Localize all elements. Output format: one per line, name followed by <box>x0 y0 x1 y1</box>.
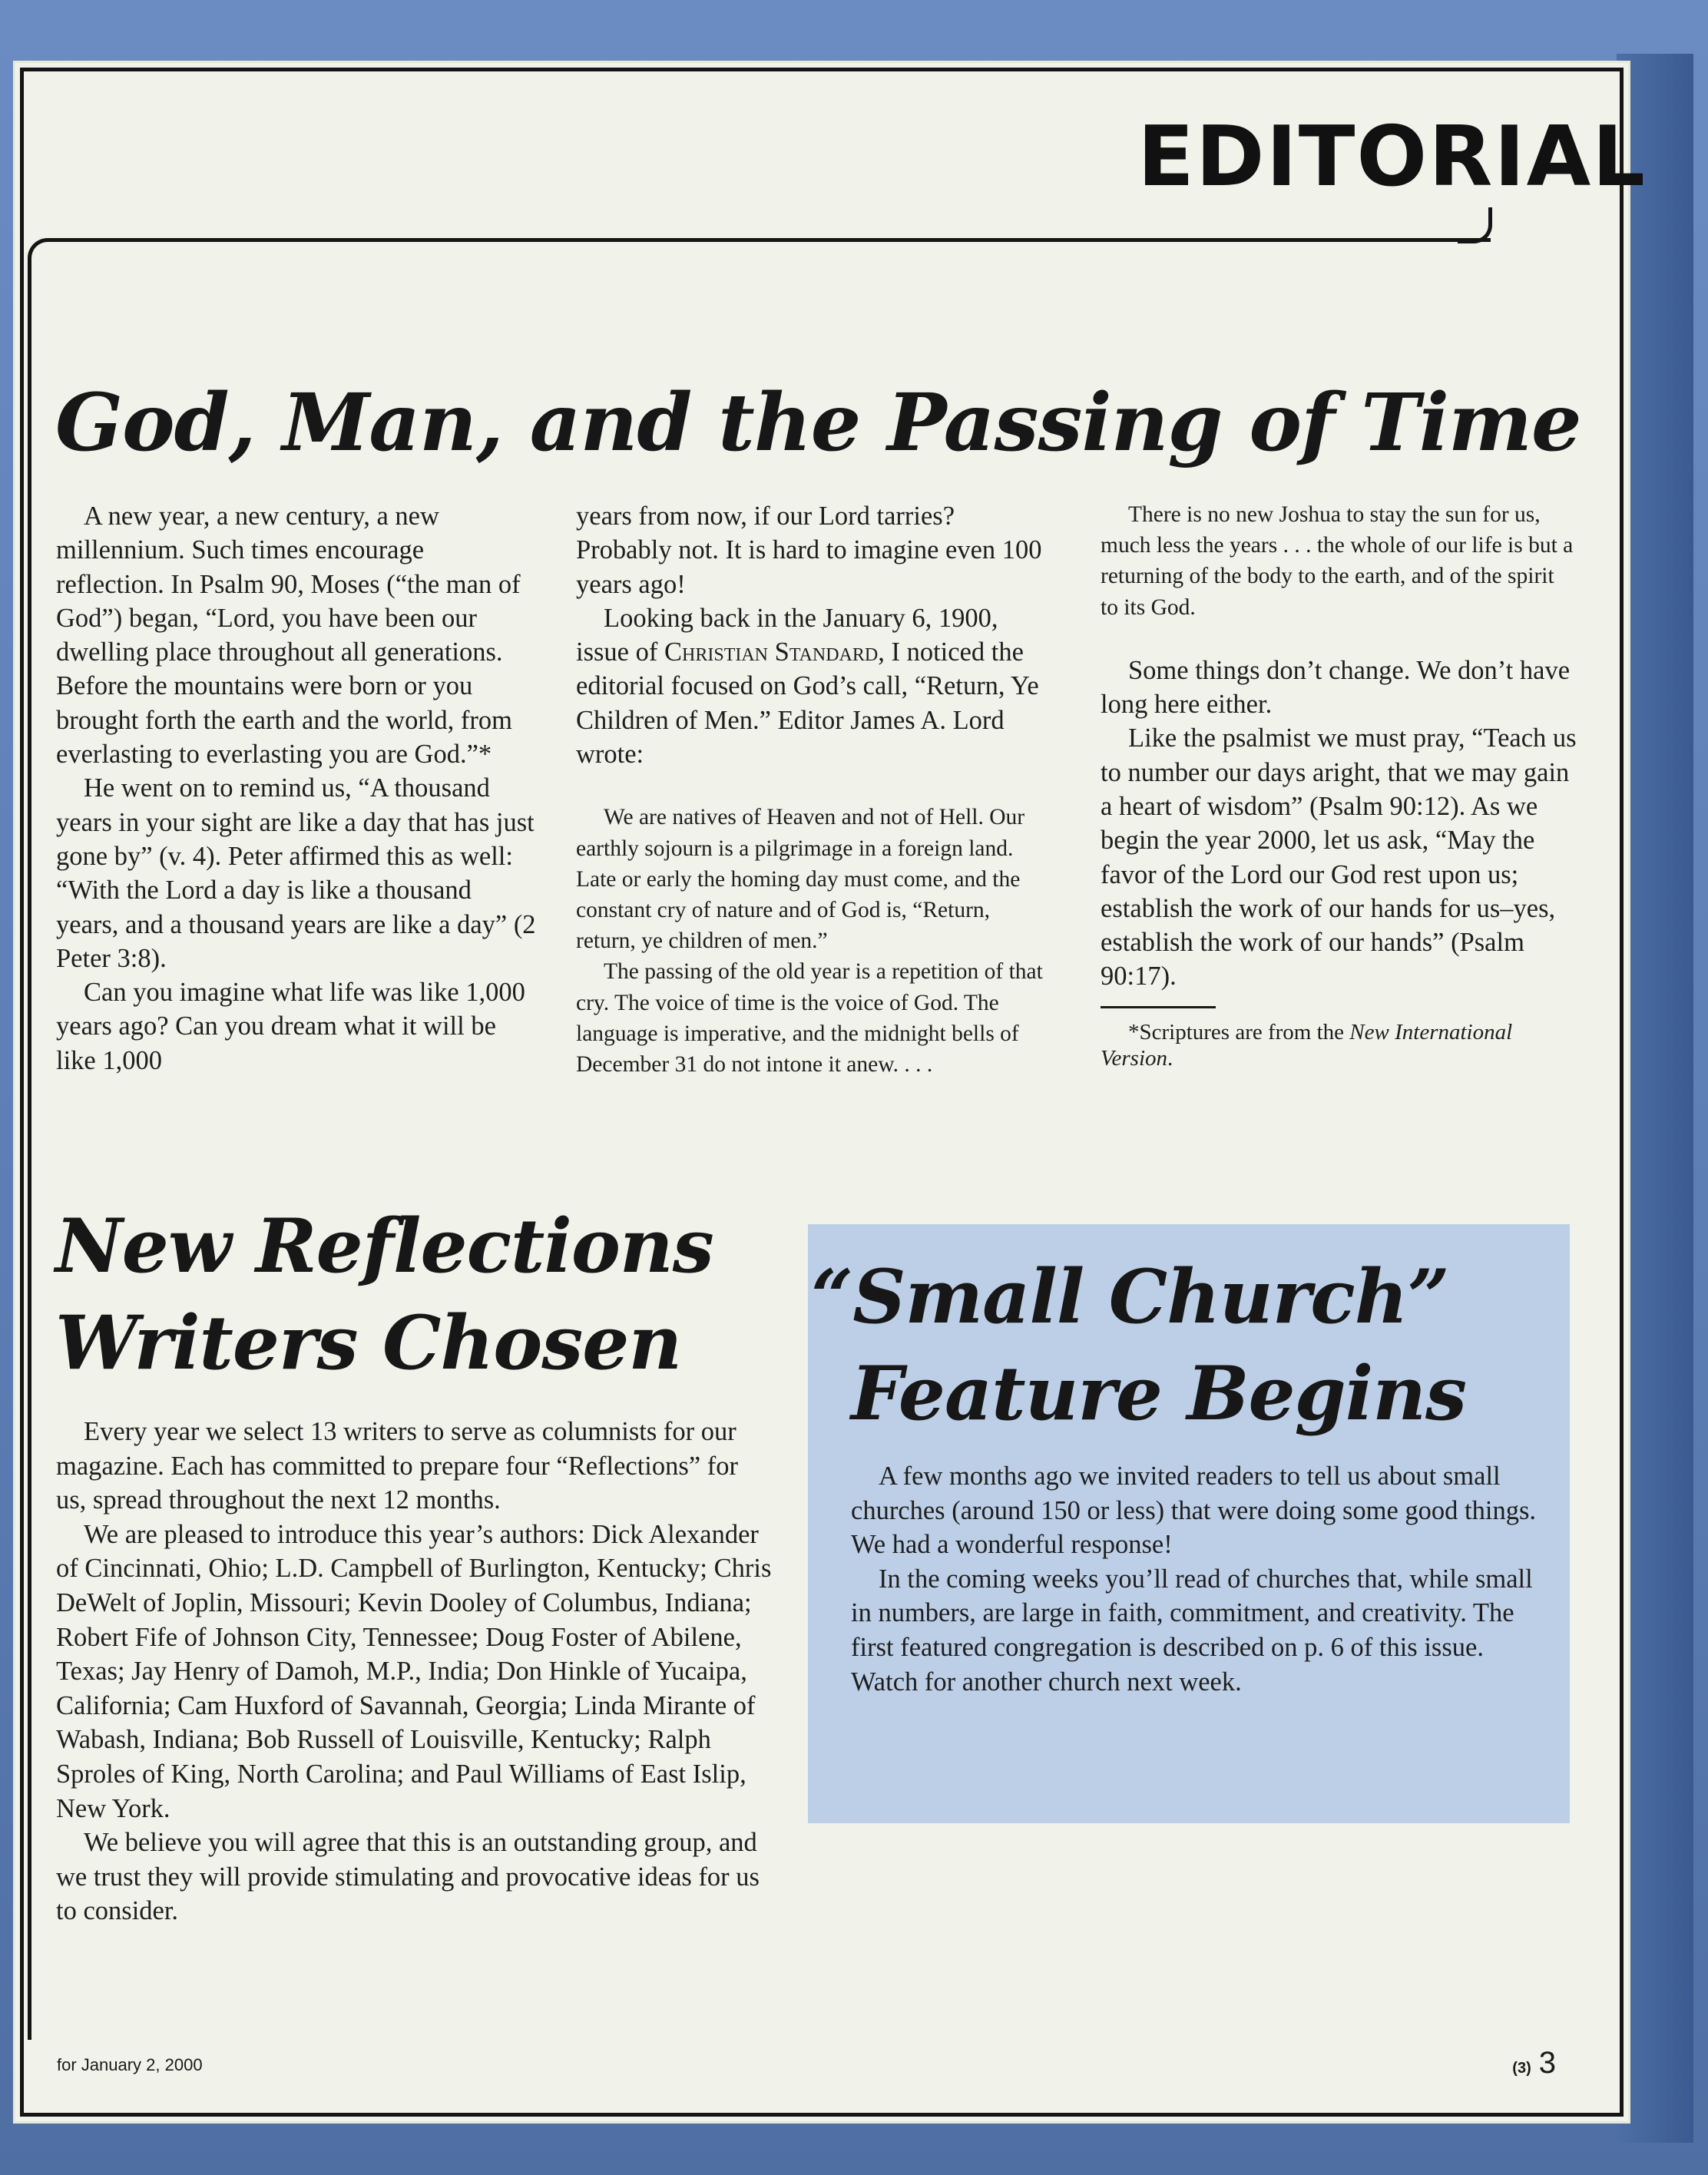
paragraph: We believe you will agree that this is an outstanding group, and we trust they will provide stimulating and provocative ideas for us to consider. <box>56 1828 760 1926</box>
reflections-article <box>56 1415 774 1928</box>
quote-paragraph: We are natives of Heaven and not of Hell. Our earthly sojourn is a pilgrimage in a foreign land. Late or early the homing day must come, and the constant cry of nature and of God is, “Return, return, ye children of men.” <box>576 805 1025 954</box>
paragraph: In the coming weeks you’ll read of churches that, while small in numbers, are large in faith, commitment, and creativity. The first featured congregation is described on p. 6 of this issue. Watch for another church next week. <box>851 1564 1533 1697</box>
paragraph: He went on to remind us, “A thousand years in your sight are like a day that has just gone by” (v. 4). Peter affirmed this as well: “With the Lord a day is like a thousand years, and a thousand years are like a day” (2 Peter 3:8). <box>56 773 536 973</box>
page-number-small: (3) <box>1512 2060 1531 2077</box>
quote-paragraph: The passing of the old year is a repetition of that cry. The voice of time is the voice of God. The language is imperative, and the midnight bells of December 31 do not intone it anew. . . . <box>576 959 1043 1077</box>
editorial-column-1 <box>56 499 536 1078</box>
issue-date: for January 2, 2000 <box>57 2055 203 2074</box>
editorial-frame-top <box>28 238 1491 273</box>
bible-version: New International Version <box>1101 1019 1513 1071</box>
footnote <box>1101 1019 1577 1071</box>
page-number-large: 3 <box>1538 2046 1556 2080</box>
paragraph: years from now, if our Lord tarries? Probably not. It is hard to imagine even 100 years ago! <box>576 502 1042 599</box>
paragraph <box>576 601 1044 771</box>
paragraph: A new year, a new century, a new millennium. Such times encourage reflection. In Psalm 90, Moses (“the man of God”) began, “Lord, you have been our dwelling place throughout all generations. Before the mountains were born or you brought forth the earth and the world, from everlasting to everlasting you are God.”* <box>56 502 521 770</box>
small-church-headline <box>811 1249 1466 1442</box>
paragraph: Some things don’t change. We don’t have long here either. <box>1101 655 1571 720</box>
paragraph: We are pleased to introduce this year’s authors: Dick Alexander of Cincinnati, Ohio; L.D. Campbell of Burlington, Kentucky; Chris DeWelt of Joplin, Missouri; Kevin Dooley of Columbus, Indiana; Robert Fife of Johnson City, Tennessee; Doug Foster of Abilene, Texas; Jay Henry of Damoh, M.P., India; Don Hinkle of Yucaipa, California; Cam Huxford of Savannah, Georgia; Linda Mirante of Wabash, Indiana; Bob Russell of Louisville, Kentucky; Ralph Sproles of King, North Carolina; and Paul Williams of East Islip, New York. <box>56 1519 772 1823</box>
paragraph: Every year we select 13 writers to serve as columnists for our magazine. Each has committed to prepare four “Reflections” for us, spread throughout the next 12 months. <box>56 1417 738 1515</box>
block-quote <box>1101 499 1577 623</box>
reflections-headline <box>55 1198 713 1392</box>
footnote-rule <box>1101 1006 1216 1008</box>
text-run: Looking back in the January 6, 1900, issue of <box>576 603 998 667</box>
paragraph: A few months ago we invited readers to tell us about small churches (around 150 or less) that were doing some good things. We had a wonderful response! <box>851 1462 1537 1560</box>
block-quote <box>576 802 1044 1080</box>
paragraph: Can you imagine what life was like 1,000 years ago? Can you dream what it will be like 1,000 <box>56 978 525 1075</box>
page-edge-shadow <box>1617 54 1693 2143</box>
quote-paragraph: There is no new Joshua to stay the sun for us, much less the years . . . the whole of our life is but a returning of the body to the earth, and of the spirit to its God. <box>1101 502 1574 620</box>
headline-line: Writers Chosen <box>55 1299 682 1386</box>
small-church-article <box>851 1459 1542 1699</box>
text-run: . <box>1167 1045 1173 1071</box>
text-run: *Scriptures are from the <box>1128 1019 1350 1044</box>
editorial-column-3 <box>1101 499 1577 1071</box>
editorial-column-2 <box>576 499 1044 1080</box>
headline-line: “Small Church” <box>811 1253 1449 1340</box>
page-number <box>1512 2046 1556 2081</box>
text-run: , I noticed the editorial focused on God’s call, “Return, Ye Children of Men.” Editor James A. Lord wrote: <box>576 637 1039 770</box>
headline-line: New Reflections <box>55 1203 713 1289</box>
editorial-frame-left <box>28 258 31 2040</box>
section-masthead: EDITORIAL <box>1137 109 1647 205</box>
paragraph: Like the psalmist we must pray, “Teach us to number our days aright, that we may gain a heart of wisdom” (Psalm 90:12). As we begin the year 2000, let us ask, “May the favor of the Lord our God rest upon us; establish the work of our hands for us–yes, establish the work of our hands” (Psalm 90:17). <box>1101 723 1577 991</box>
magazine-name: Christian Standard <box>664 637 879 667</box>
headline-line: Feature Begins <box>851 1350 1467 1437</box>
editorial-headline: God, Man, and the Passing of Time <box>55 376 1581 469</box>
